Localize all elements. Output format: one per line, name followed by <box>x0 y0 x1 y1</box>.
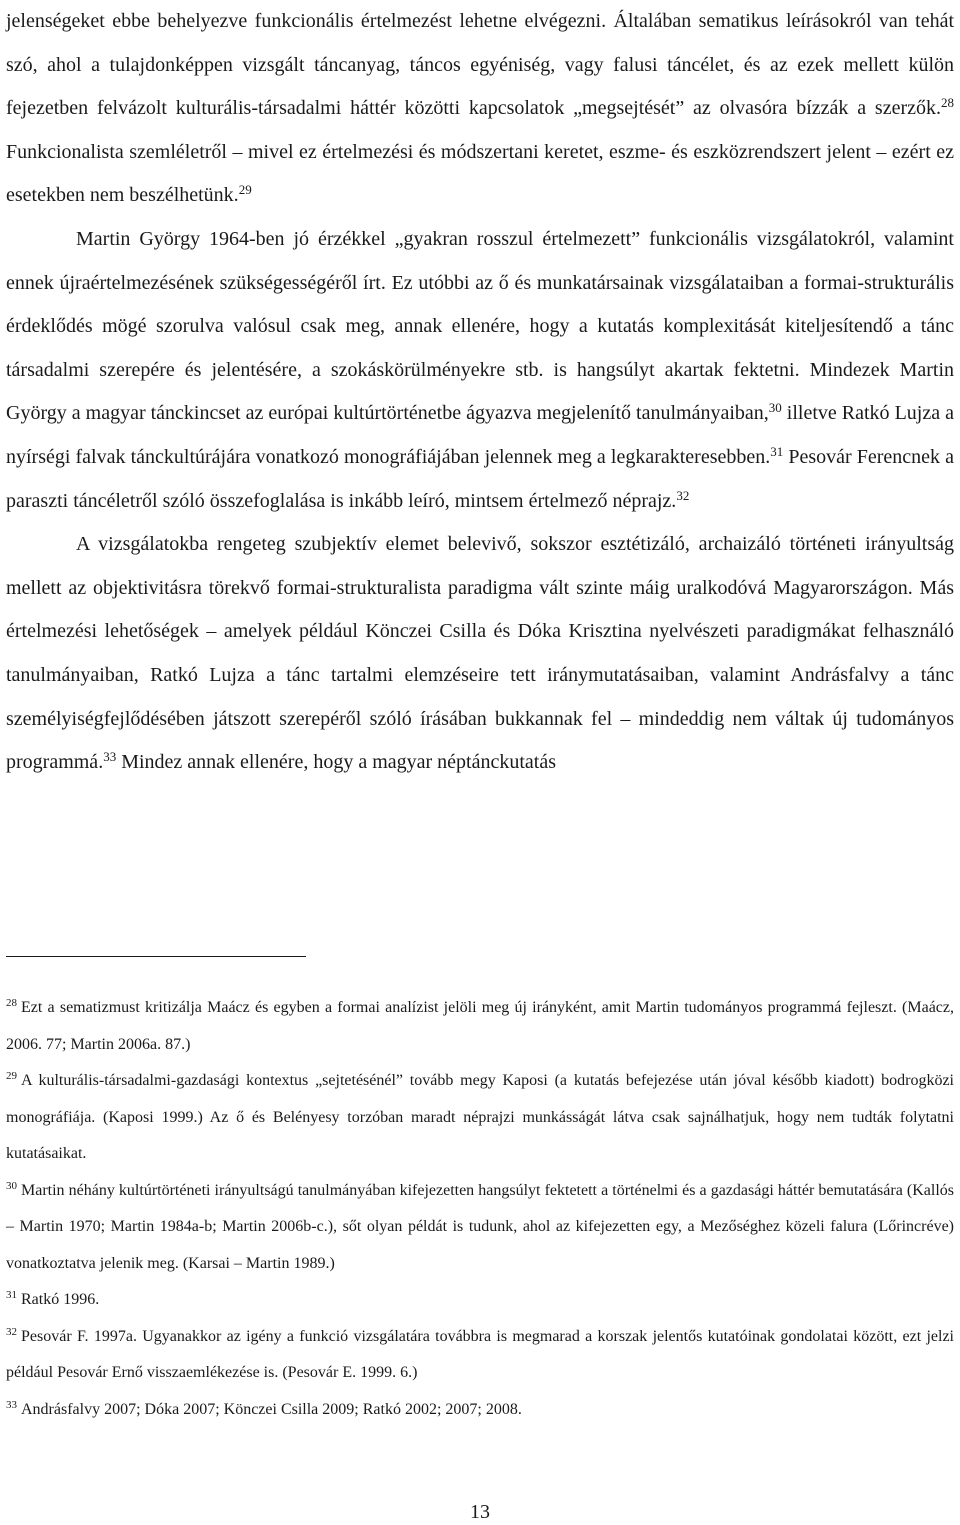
paragraph-text: Pesovár Ferencnek a paraszti táncéletről szóló összefoglalása is inkább leíró, mintsem értelmező néprajz. <box>6 445 954 512</box>
paragraph-text: illetve Ratkó Lujza a nyírségi falvak tánckultúrájára vonatkozó monográfiájában jelennek meg a legkarakteresebben. <box>6 402 954 468</box>
footnote-ref-29[interactable]: 29 <box>238 182 252 198</box>
page-number: 13 <box>470 1501 490 1523</box>
paragraph-2 <box>6 218 954 523</box>
paragraph-3 <box>6 523 954 785</box>
footnote-text: Martin néhány kultúrtörténeti irányultságú tanulmányában kifejezetten hangsúlyt fektetett a történelmi és a gazdasági háttér bemutatására (Kallós – Martin 1970; Martin 1984a-b; Martin 2006b-c.), sőt olyan példát is tudunk, ahol az kifejezetten egy, a Mezőséghez közeli falura (Lőrincréve) vonatkoztatva jelenik meg. (Karsai – Martin 1989.) <box>6 1181 954 1272</box>
footnote-divider <box>6 956 306 957</box>
footnote-text: Ezt a sematizmust kritizálja Maácz és egyben a formai analízist jelöli meg új irányként, amit Martin tudományos programmá fejleszt. (Maácz, 2006. 77; Martin 2006a. 87.) <box>6 999 954 1053</box>
footnote-ref-28[interactable]: 28 <box>941 95 954 111</box>
footnote-ref-33[interactable]: 33 <box>103 749 117 765</box>
footnote-32 <box>6 1319 954 1392</box>
paragraph-text: Mindez annak ellenére, hogy a magyar néptánckutatás <box>116 751 557 774</box>
footnote-number: 29 <box>6 1070 17 1082</box>
paragraph-text: jelenségeket ebbe behelyezve funkcionális értelmezést lehetne elvégezni. Általában sematikus leírásokról van tehát szó, ahol a tulajdonképpen vizsgált táncanyag, táncos egyéniség, vagy falusi táncélet, és az ezek mellett külön fejezetben felvázolt kulturális-társadalmi háttér közötti kapcsolatok „megsejtését” az olvasóra bízzák a szerzők. <box>6 10 954 120</box>
paragraph-1 <box>6 0 954 218</box>
footnote-ref-31[interactable]: 31 <box>770 443 784 459</box>
footnote-text: Andrásfalvy 2007; Dóka 2007; Könczei Csilla 2009; Ratkó 2002; 2007; 2008. <box>21 1400 522 1418</box>
paragraph-text: Martin György 1964-ben jó érzékkel „gyakran rosszul értelmezett” funkcionális vizsgálatokról, valamint ennek újraértelmezésének szükségességéről írt. Ez utóbbi az ő és munkatársainak vizsgálataiban a formai-strukturális érdeklődés mögé szorulva valósul csak meg, annak ellenére, hogy a kutatás komplexitását kiteljesítendő a tánc társadalmi szerepére és jelentésére, a szokáskörülményekre stb. is hangsúlyt akartak fektetni. Mindezek Martin György a magyar tánckincset az európai kultúrtörténetbe ágyazva megjelenítő tanulmányaiban, <box>6 227 954 425</box>
paragraph-text: Funkcionalista szemléletről – mivel ez értelmezési és módszertani keretet, eszme- és eszközrendszert jelent – ezért ez esetekben nem beszélhetünk. <box>6 140 954 207</box>
footnote-ref-32[interactable]: 32 <box>676 487 690 503</box>
footnote-text: Ratkó 1996. <box>21 1291 100 1308</box>
body-text <box>6 0 954 785</box>
footnote-number: 28 <box>6 997 17 1009</box>
footnote-number: 31 <box>6 1289 17 1301</box>
footnote-ref-30[interactable]: 30 <box>768 400 782 416</box>
footnote-number: 33 <box>6 1398 17 1411</box>
footnote-number: 32 <box>6 1325 17 1338</box>
footnote-number: 30 <box>6 1179 17 1192</box>
paragraph-text: A vizsgálatokba rengeteg szubjektív elemet belevivő, sokszor esztétizáló, archaizáló történeti irányultság mellett az objektivitásra törekvő formai-strukturalista paradigma vált szinte máig uralkodóvá Magyarországon. Más értelmezési lehetőségek – amelyek például Könczei Csilla és Dóka Krisztina nyelvészeti paradigmákat felhasználó tanulmányaiban, Ratkó Lujza a tánc tartalmi elemzéseire tett iránymutatásaiban, valamint Andrásfalvy a tánc személyiségfejlődésében játszott szerepéről szóló írásában bukkannak fel – mindeddig nem váltak új tudományos programmá. <box>6 533 954 774</box>
footnote-31 <box>6 1282 954 1319</box>
footnote-28 <box>6 990 954 1063</box>
footnote-30 <box>6 1173 954 1283</box>
footnotes <box>6 990 954 1428</box>
footnote-29 <box>6 1063 954 1173</box>
footnote-33 <box>6 1392 954 1429</box>
footnote-text: A kulturális-társadalmi-gazdasági kontextus „sejtetésénél” tovább megy Kaposi (a kutatás befejezése után jóval később kiadott) bodrogközi monográfiája. (Kaposi 1999.) Az ő és Belényesy torzóban maradt néprajzi munkásságát látva csak sajnálhatjuk, hogy nem tudták folytatni kutatásaikat. <box>6 1072 954 1162</box>
footnote-text: Pesovár F. 1997a. Ugyanakkor az igény a funkció vizsgálatára továbbra is megmarad a korszak jelentős kutatóinak gondolatai között, ezt jelzi például Pesovár Ernő visszaemlékezése is. (Pesovár E. 1999. 6.) <box>6 1327 954 1381</box>
